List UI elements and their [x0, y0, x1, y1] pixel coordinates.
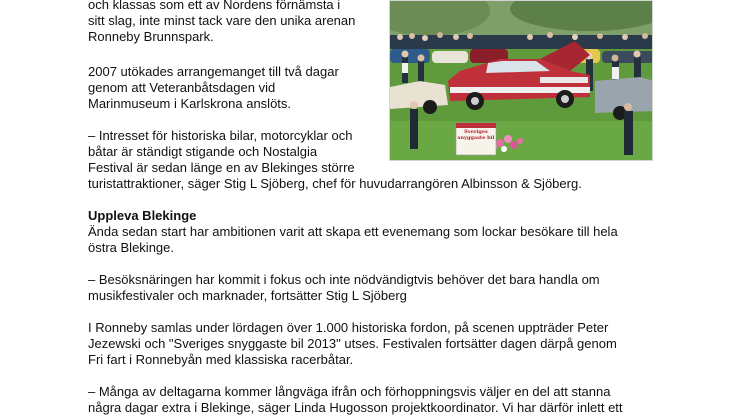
text-line: Jezewski och "Sveriges snyggaste bil 2013" utses. Festivalen fortsätter dagen därpå genom	[88, 336, 617, 351]
text-line: I Ronneby samlas under lördagen över 1.000 historiska fordon, på scenen uppträder Peter	[88, 320, 609, 335]
text-line: Fri fart i Ronnebyån med klassiska racerbåtar.	[88, 352, 354, 367]
text-line: Ända sedan start har ambitionen varit att skapa ett evenemang som lockar besökare till hela	[88, 224, 618, 239]
text-line: Festival är sedan länge en av Blekinges större	[88, 160, 355, 175]
text-line: några dagar extra i Blekinge, säger Linda Hugosson projektkoordinator. Vi har därför inlett ett	[88, 400, 623, 415]
text-line: 2007 utökades arrangemanget till två dagar	[88, 64, 339, 79]
sign-line: snyggaste bil	[457, 135, 495, 141]
section-heading: Uppleva Blekinge	[88, 208, 197, 223]
text-line: – Många av deltagarna kommer långväga ifrån och förhoppningsvis väljer en del att stanna	[88, 384, 611, 399]
text-line: – Besöksnäringen har kommit i fokus och inte nödvändigtvis behöver det bara handla om	[88, 272, 600, 287]
text-line: östra Blekinge.	[88, 240, 174, 255]
text-line: musikfestivaler och marknader, fortsätter Stig L Sjöberg	[88, 288, 407, 303]
text-line: och klassas som ett av Nordens förnämsta i	[88, 0, 341, 12]
text-line: Marinmuseum i Karlskrona anslöts.	[88, 96, 292, 111]
text-line: båtar är ständigt stigande och Nostalgia	[88, 144, 318, 159]
text-line: genom att Veteranbåtsdagen vid	[88, 80, 276, 95]
text-line: Ronneby Brunnspark.	[88, 29, 214, 44]
sign-line: Sveriges	[464, 129, 488, 135]
text-line: turistattraktioner, säger Stig L Sjöberg, chef för huvudarrangören Albinsson & Sjöberg.	[88, 176, 582, 191]
text-line: – Intresset för historiska bilar, motorcyklar och	[88, 128, 353, 143]
text-line: sitt slag, inte minst tack vare den unika arenan	[88, 13, 356, 28]
sign-text	[457, 129, 495, 141]
car-show-photo	[389, 0, 653, 161]
photo-illustration	[390, 1, 653, 161]
